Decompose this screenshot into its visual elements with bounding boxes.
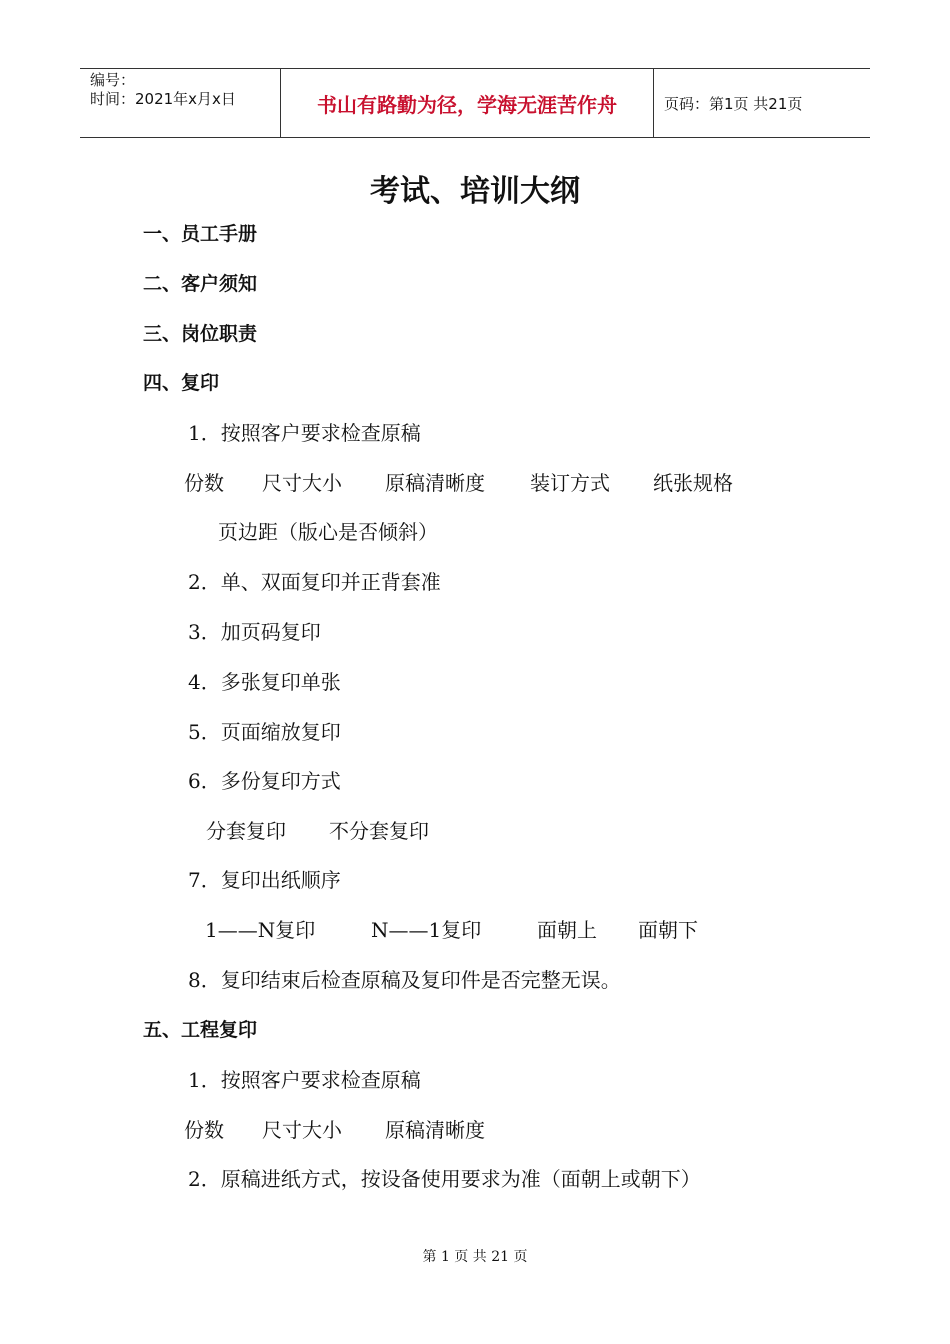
option-entry: 分套复印 <box>206 819 286 843</box>
checklist-entry: 原稿清晰度 <box>385 1118 485 1142</box>
option-entry: 面朝上 <box>537 918 597 942</box>
page-title: 考试、培训大纲 <box>370 174 580 209</box>
option-entry: N——1复印 <box>371 918 482 942</box>
checklist-entry: 纸张规格 <box>653 471 733 495</box>
section-heading-4: 四、复印 <box>143 372 220 394</box>
page-footer: 第 1 页 共 21 页 <box>422 1249 528 1265</box>
checklist-entry: 尺寸大小 <box>262 1118 342 1142</box>
header-motto: 书山有路勤为径，学海无涯苦作舟 <box>281 69 654 137</box>
section-heading-2: 二、客户须知 <box>143 273 258 295</box>
copy-item-1-checklist <box>184 470 733 496</box>
copy-item-7-options <box>205 917 698 943</box>
option-entry: 不分套复印 <box>329 819 429 843</box>
header-number-label: 编号： <box>90 71 136 89</box>
copy-item-6-options <box>206 818 429 844</box>
section-heading-1: 一、员工手册 <box>143 223 258 245</box>
eng-item-1: 1．按照客户要求检查原稿 <box>188 1068 421 1092</box>
section-heading-5: 五、工程复印 <box>143 1019 258 1041</box>
header-page-label: 页码：第1页 共21页 <box>664 94 803 113</box>
section-heading-3: 三、岗位职责 <box>143 323 258 345</box>
document-header <box>80 68 870 138</box>
copy-item-3: 3．加页码复印 <box>188 620 321 644</box>
checklist-entry: 份数 <box>184 1118 224 1142</box>
copy-item-7: 7．复印出纸顺序 <box>188 868 341 892</box>
copy-item-1: 1．按照客户要求检查原稿 <box>188 421 421 445</box>
copy-item-1-margin: 页边距（版心是否倾斜） <box>218 520 438 544</box>
eng-item-1-checklist <box>184 1117 485 1143</box>
header-meta <box>80 69 281 137</box>
option-entry: 1——N复印 <box>205 918 316 942</box>
copy-item-5: 5．页面缩放复印 <box>188 720 341 744</box>
checklist-entry: 原稿清晰度 <box>385 471 485 495</box>
checklist-entry: 尺寸大小 <box>262 471 342 495</box>
eng-item-2: 2．原稿进纸方式，按设备使用要求为准（面朝上或朝下） <box>188 1167 701 1191</box>
header-time-label: 时间：2021年x月x日 <box>90 90 236 108</box>
copy-item-4: 4．多张复印单张 <box>188 670 341 694</box>
copy-item-2: 2．单、双面复印并正背套准 <box>188 570 441 594</box>
checklist-entry: 份数 <box>184 471 224 495</box>
copy-item-8: 8．复印结束后检查原稿及复印件是否完整无误。 <box>188 968 621 992</box>
option-entry: 面朝下 <box>638 918 698 942</box>
copy-item-6: 6．多份复印方式 <box>188 769 341 793</box>
checklist-entry: 装订方式 <box>530 471 610 495</box>
